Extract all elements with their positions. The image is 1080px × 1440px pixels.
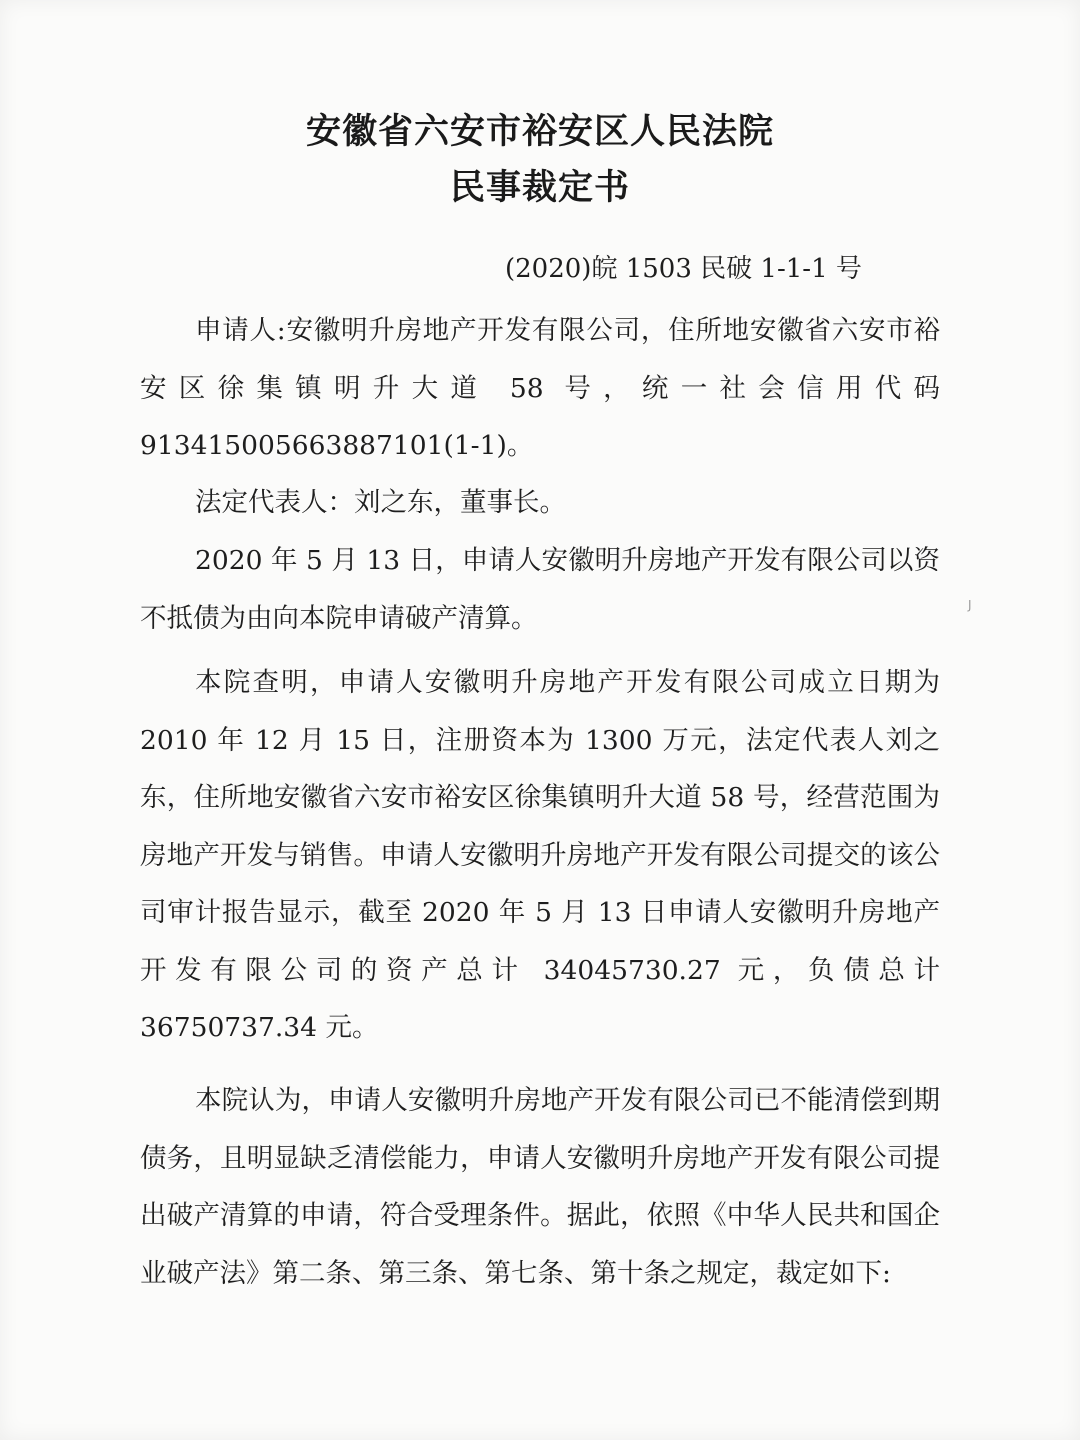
document-type-title: 民事裁定书 bbox=[449, 168, 630, 208]
application-paragraph: 2020 年 5 月 13 日，申请人安徽明升房地产开发有限公司以资不抵债为由向本院申请破产清算。 bbox=[140, 545, 940, 634]
findings-paragraph: 本院查明，申请人安徽明升房地产开发有限公司成立日期为 2010 年 12 月 15 日，注册资本为 1300 万元，法定代表人刘之东，住所地安徽省六安市裕安区徐集镇明升大道 58 号，经营范围为房地产开发与销售。申请人安徽明升房地产开发有限公司提交的该公司审计报告显示，截至 2020 年 5 月 13 日申请人安徽明升房地产开发有限公司的资产总计 34045730.27 元，负债总计 36750737.34 元。 bbox=[140, 667, 940, 1043]
margin-mark: J bbox=[968, 598, 972, 612]
applicant-paragraph: 申请人:安徽明升房地产开发有限公司，住所地安徽省六安市裕安区徐集镇明升大道 58 号，统一社会信用代码 913415005663887101(1-1)。 bbox=[140, 315, 940, 461]
legal-representative-paragraph: 法定代表人：刘之东，董事长。 bbox=[195, 487, 566, 518]
court-opinion-paragraph: 本院认为，申请人安徽明升房地产开发有限公司已不能清偿到期债务，且明显缺乏清偿能力，申请人安徽明升房地产开发有限公司提出破产清算的申请，符合受理条件。据此，依照《中华人民共和国企业破产法》第二条、第三条、第七条、第十条之规定，裁定如下: bbox=[140, 1085, 940, 1289]
case-number: (2020)皖 1503 民破 1-1-1 号 bbox=[505, 254, 862, 284]
court-name: 安徽省六安市裕安区人民法院 bbox=[305, 112, 774, 152]
